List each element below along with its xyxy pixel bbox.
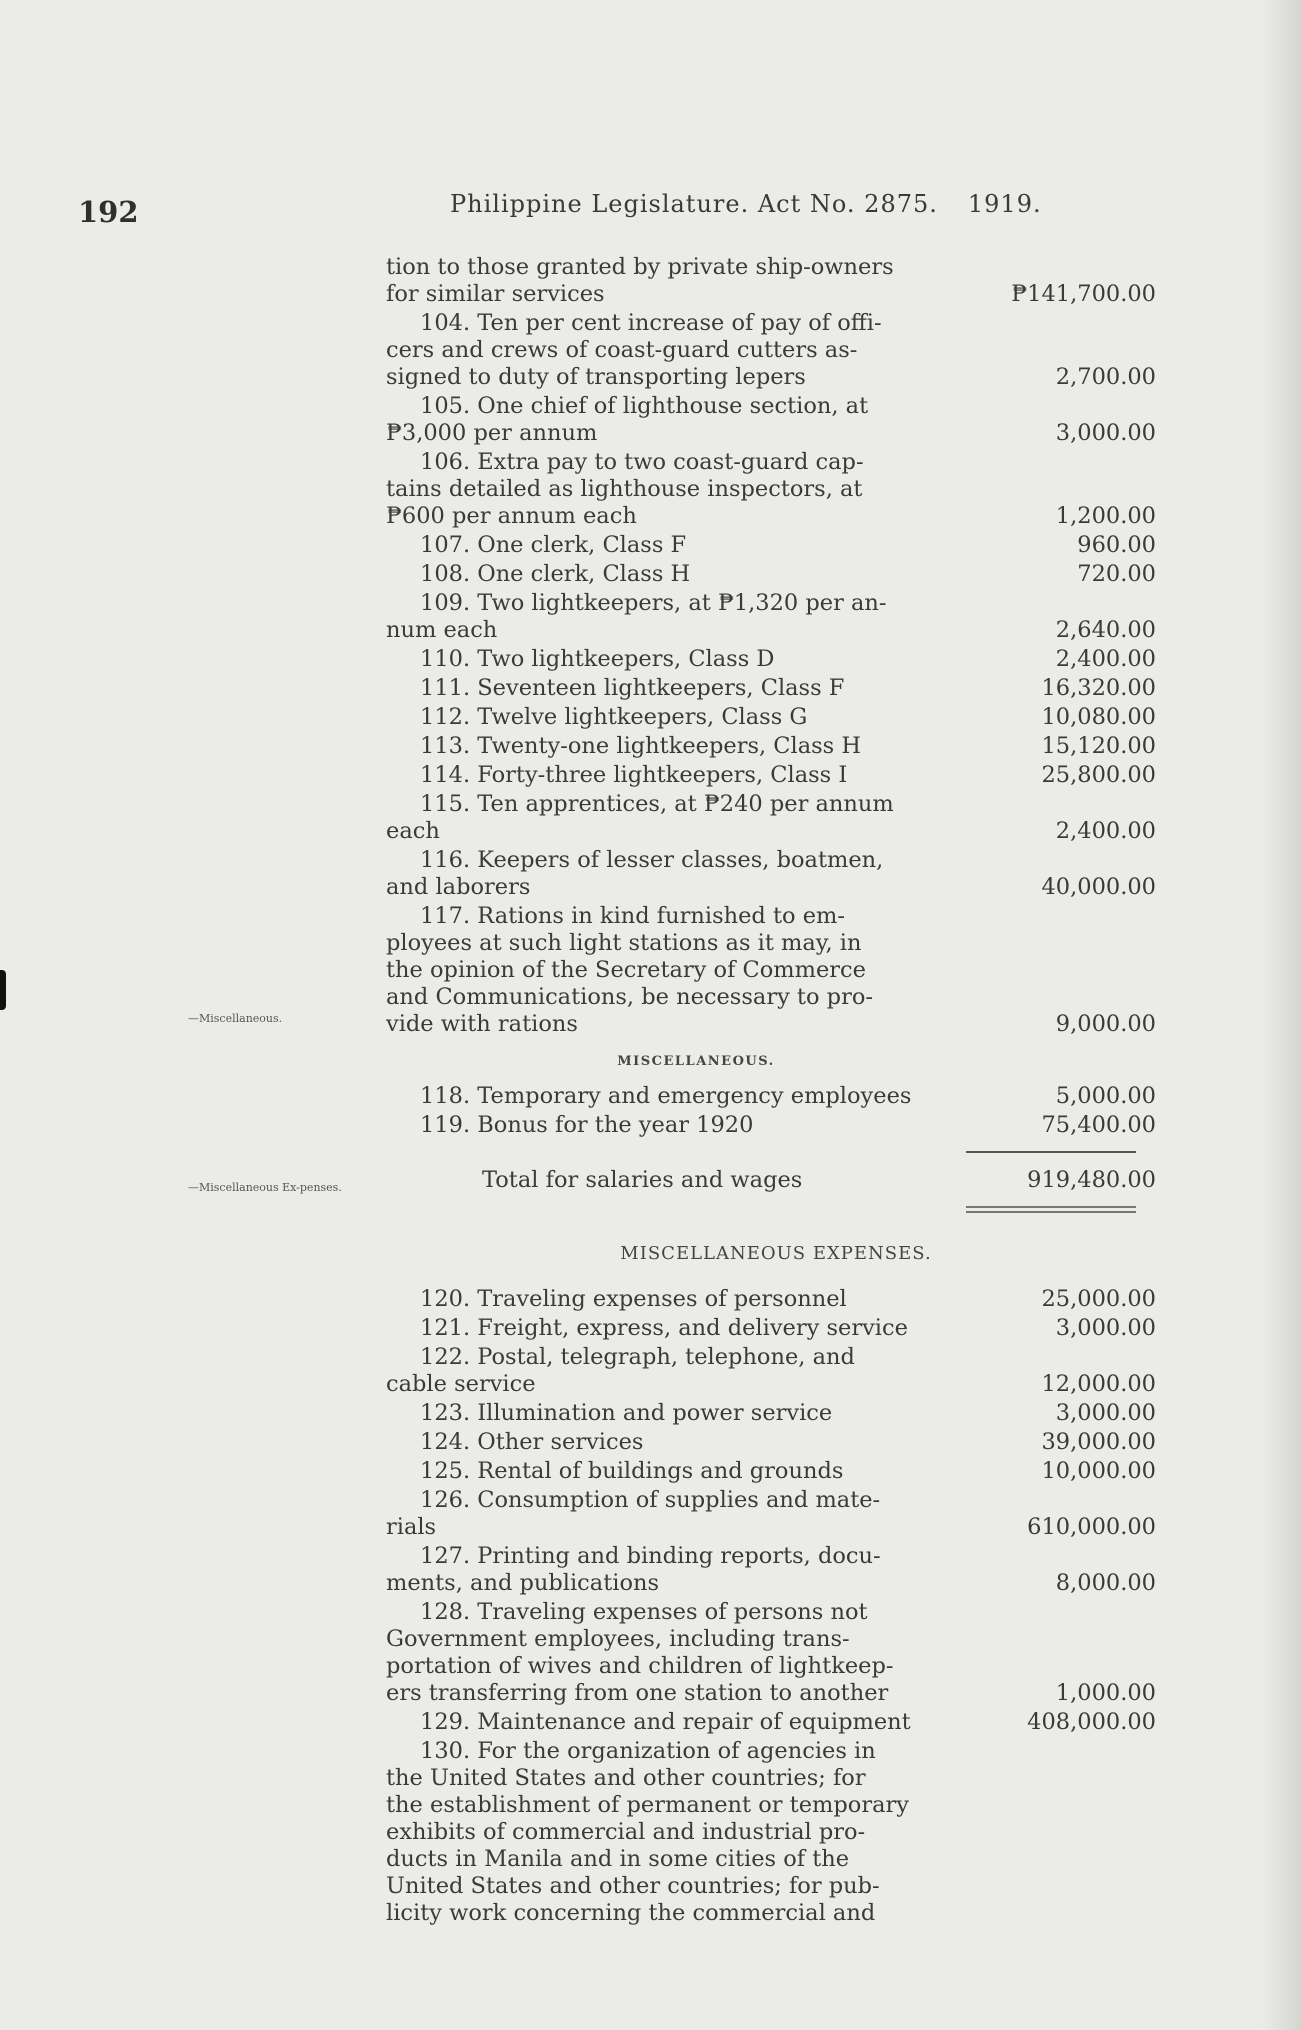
items-section-salaries — [386, 254, 1156, 1038]
item-amount: 25,800.00 — [1041, 762, 1156, 788]
item-row — [386, 1344, 1156, 1398]
item-amount: 960.00 — [1077, 532, 1156, 558]
item-line: 116. Keepers of lesser classes, boatmen, — [420, 847, 884, 873]
item-line: 127. Printing and binding reports, docu- — [420, 1543, 881, 1569]
item-line: the establishment of permanent or temporary — [386, 1792, 909, 1818]
item-line: exhibits of commercial and industrial pro- — [386, 1819, 866, 1845]
item-line: 105. One chief of lighthouse section, at — [420, 393, 869, 419]
item-text — [386, 1599, 968, 1707]
items-section-miscellaneous — [386, 1083, 1156, 1139]
item-line: cable service — [386, 1371, 536, 1397]
running-head — [450, 190, 1042, 218]
item-row — [386, 1709, 1156, 1736]
item-row — [386, 310, 1156, 391]
item-row — [386, 791, 1156, 845]
item-line: 124. Other services — [420, 1429, 644, 1455]
item-amount: 720.00 — [1077, 561, 1156, 587]
item-text — [386, 1083, 968, 1110]
item-text — [386, 1344, 968, 1398]
item-line: 130. For the organization of agencies in — [420, 1738, 876, 1764]
item-line: for similar services — [386, 281, 605, 307]
item-line: 113. Twenty-one lightkeepers, Class H — [420, 733, 861, 759]
item-line: cers and crews of coast-guard cutters as- — [386, 337, 858, 363]
item-row — [386, 1487, 1156, 1541]
item-amount: 1,000.00 — [1055, 1680, 1156, 1706]
item-amount: 12,000.00 — [1041, 1371, 1156, 1397]
margin-note-miscellaneous: —Miscellaneous. — [188, 1012, 283, 1025]
item-line: 119. Bonus for the year 1920 — [420, 1112, 754, 1138]
item-amount: 75,400.00 — [1041, 1112, 1156, 1138]
item-text — [386, 791, 968, 845]
item-line: 118. Temporary and emergency employees — [420, 1083, 912, 1109]
item-text — [386, 449, 968, 530]
item-text — [386, 561, 968, 588]
item-line: 126. Consumption of supplies and mate- — [420, 1487, 881, 1513]
item-line: rials — [386, 1514, 437, 1540]
item-line: 112. Twelve lightkeepers, Class G — [420, 704, 808, 730]
margin-note-miscellaneous-expenses: —Miscellaneous Ex-penses. — [188, 1181, 342, 1194]
item-line: ₱600 per annum each — [386, 503, 637, 529]
item-text — [386, 1709, 968, 1736]
item-amount: 3,000.00 — [1055, 420, 1156, 446]
running-head-title: Philippine Legislature. Act No. 2875. — [450, 190, 938, 218]
item-row — [386, 1286, 1156, 1313]
item-row — [386, 1738, 1156, 1927]
item-amount: 10,000.00 — [1041, 1458, 1156, 1484]
item-amount: 16,320.00 — [1041, 675, 1156, 701]
item-amount: 39,000.00 — [1041, 1429, 1156, 1455]
binding-mark — [0, 970, 6, 1010]
item-line: Government employees, including trans- — [386, 1626, 850, 1652]
item-line: signed to duty of transporting lepers — [386, 364, 806, 390]
item-row — [386, 590, 1156, 644]
item-line: 114. Forty-three lightkeepers, Class I — [420, 762, 848, 788]
item-row — [386, 675, 1156, 702]
item-row — [386, 532, 1156, 559]
total-amount: 919,480.00 — [1027, 1167, 1156, 1193]
item-line: the opinion of the Secretary of Commerce — [386, 957, 866, 983]
item-line: 128. Traveling expenses of persons not — [420, 1599, 868, 1625]
item-line: ₱3,000 per annum — [386, 420, 598, 446]
item-row — [386, 1083, 1156, 1110]
item-line: United States and other countries; for pub- — [386, 1873, 880, 1899]
running-head-year: 1919. — [967, 190, 1042, 218]
item-amount: 10,080.00 — [1041, 704, 1156, 730]
total-rule — [966, 1151, 1136, 1153]
item-text — [386, 1400, 968, 1427]
item-row — [386, 762, 1156, 789]
item-text — [386, 532, 968, 559]
item-line: 120. Traveling expenses of personnel — [420, 1286, 847, 1312]
item-line: ducts in Manila and in some cities of the — [386, 1846, 850, 1872]
item-text — [386, 675, 968, 702]
item-amount: 40,000.00 — [1041, 874, 1156, 900]
item-line: the United States and other countries; for — [386, 1765, 866, 1791]
item-text — [386, 1112, 968, 1139]
items-section-expenses — [386, 1286, 1156, 1927]
item-row — [386, 1599, 1156, 1707]
item-text — [386, 254, 968, 308]
item-text — [386, 704, 968, 731]
item-amount: 3,000.00 — [1055, 1315, 1156, 1341]
item-text — [386, 733, 968, 760]
item-line: ers transferring from one station to another — [386, 1680, 889, 1706]
item-line: 107. One clerk, Class F — [420, 532, 687, 558]
total-label: Total for salaries and wages — [482, 1167, 803, 1193]
item-line: vide with rations — [386, 1011, 578, 1037]
item-amount: 2,400.00 — [1055, 818, 1156, 844]
item-text — [386, 847, 968, 901]
item-line: 110. Two lightkeepers, Class D — [420, 646, 775, 672]
item-row — [386, 1112, 1156, 1139]
item-text — [386, 393, 968, 447]
item-amount: 3,000.00 — [1055, 1400, 1156, 1426]
item-line: licity work concerning the commercial and — [386, 1900, 876, 1926]
item-line: 117. Rations in kind furnished to em- — [420, 903, 845, 929]
item-row — [386, 1458, 1156, 1485]
item-amount: 408,000.00 — [1027, 1709, 1156, 1735]
item-text — [386, 1286, 968, 1313]
item-text — [386, 1315, 968, 1342]
heading-miscellaneous: MISCELLANEOUS. — [617, 1054, 775, 1069]
item-line: 122. Postal, telegraph, telephone, and — [420, 1344, 855, 1370]
item-amount: 2,400.00 — [1055, 646, 1156, 672]
item-line: ments, and publications — [386, 1570, 660, 1596]
item-row — [386, 847, 1156, 901]
item-row — [386, 449, 1156, 530]
item-line: tion to those granted by private ship-owners — [386, 254, 894, 280]
item-line: 106. Extra pay to two coast-guard cap- — [420, 449, 864, 475]
item-amount: 2,640.00 — [1055, 617, 1156, 643]
item-row — [386, 1429, 1156, 1456]
item-line: 125. Rental of buildings and grounds — [420, 1458, 844, 1484]
item-line: 108. One clerk, Class H — [420, 561, 691, 587]
item-line: tains detailed as lighthouse inspectors, at — [386, 476, 863, 502]
item-amount: 610,000.00 — [1027, 1514, 1156, 1540]
item-line: portation of wives and children of lightkeep- — [386, 1653, 894, 1679]
item-amount: 8,000.00 — [1055, 1570, 1156, 1596]
item-row — [386, 1315, 1156, 1342]
item-row — [386, 1543, 1156, 1597]
item-amount: 2,700.00 — [1055, 364, 1156, 390]
item-row — [386, 646, 1156, 673]
item-amount: 1,200.00 — [1055, 503, 1156, 529]
appropriation-list — [386, 252, 1156, 1927]
item-row — [386, 733, 1156, 760]
item-line: and Communications, be necessary to pro- — [386, 984, 873, 1010]
heading-miscellaneous-expenses: MISCELLANEOUS EXPENSES. — [620, 1243, 932, 1264]
item-line: 115. Ten apprentices, at ₱240 per annum — [420, 791, 894, 817]
item-row — [386, 393, 1156, 447]
item-line: 109. Two lightkeepers, at ₱1,320 per an- — [420, 590, 887, 616]
item-amount: ₱141,700.00 — [1011, 281, 1156, 307]
item-row — [386, 254, 1156, 308]
item-text — [386, 310, 968, 391]
item-text — [386, 646, 968, 673]
item-text — [386, 1458, 968, 1485]
item-text — [386, 903, 968, 1038]
item-row — [386, 903, 1156, 1038]
item-line: ployees at such light stations as it may, in — [386, 930, 862, 956]
item-row — [386, 704, 1156, 731]
page-edge-shadow — [1262, 0, 1302, 2030]
item-amount: 5,000.00 — [1055, 1083, 1156, 1109]
item-amount: 9,000.00 — [1055, 1011, 1156, 1037]
item-line: 129. Maintenance and repair of equipment — [420, 1709, 911, 1735]
item-row — [386, 1400, 1156, 1427]
total-row — [386, 1167, 1156, 1194]
item-text — [386, 1429, 968, 1456]
item-line: each — [386, 818, 440, 844]
item-amount: 25,000.00 — [1041, 1286, 1156, 1312]
item-amount: 15,120.00 — [1041, 733, 1156, 759]
total-double-rule — [966, 1206, 1136, 1213]
item-line: num each — [386, 617, 498, 643]
page-number: 192 — [78, 195, 139, 229]
item-line: and laborers — [386, 874, 531, 900]
item-row — [386, 561, 1156, 588]
item-line: 104. Ten per cent increase of pay of offi- — [420, 310, 882, 336]
item-text — [386, 762, 968, 789]
item-text — [386, 1487, 968, 1541]
item-line: 121. Freight, express, and delivery service — [420, 1315, 908, 1341]
item-text — [386, 1543, 968, 1597]
item-line: 111. Seventeen lightkeepers, Class F — [420, 675, 845, 701]
item-text — [386, 590, 968, 644]
item-text — [386, 1738, 968, 1927]
item-line: 123. Illumination and power service — [420, 1400, 833, 1426]
